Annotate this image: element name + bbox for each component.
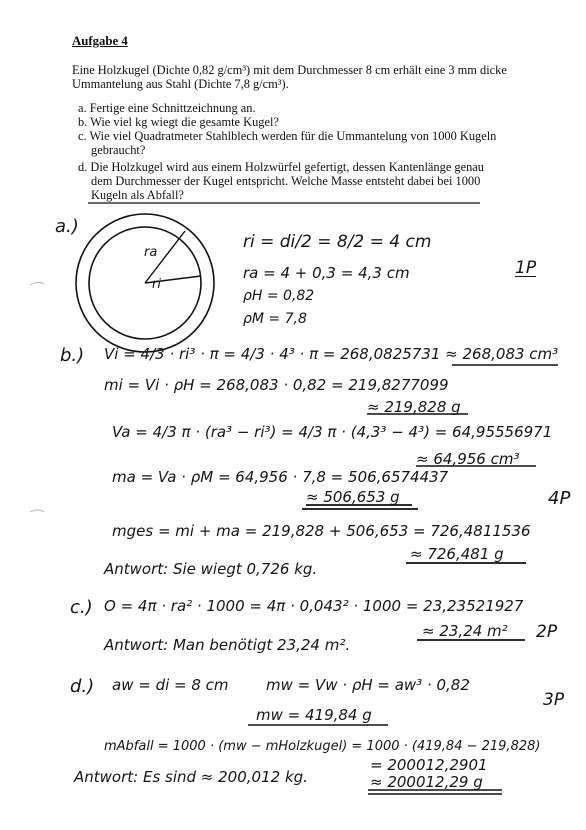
part-b-answer: Antwort: Sie wiegt 0,726 kg.	[104, 560, 318, 578]
part-a-line4: ρM = 7,8	[243, 311, 307, 327]
task-item-d-cont2: Kugeln als Abfall?	[91, 188, 184, 202]
part-c-line: O = 4π · ra² · 1000 = 4π · 0,043² · 1000 = 23,23521927	[104, 597, 524, 615]
task-item-b: b. Wie viel kg wiegt die gesamte Kugel?	[78, 115, 279, 129]
part-d-line1: aw = di = 8 cm	[112, 676, 229, 694]
part-b-line4: Va = 4/3 π · (ra³ − ri³) = 4/3 π · (4,3³ − 4³) = 64,95556971	[112, 423, 553, 441]
part-c-label: c.)	[70, 597, 93, 618]
part-b-line7: ≈ 506,653 g	[306, 488, 400, 506]
part-d-line1b: mw = Vw · ρH = aw³ · 0,82	[266, 676, 470, 694]
part-d-result1: = 200012,2901	[370, 756, 488, 774]
part-d-answer: Antwort: Es sind ≈ 200,012 kg.	[74, 768, 308, 786]
part-b-line3: ≈ 219,828 g	[367, 398, 461, 416]
part-d-label: d.)	[70, 676, 95, 697]
task-item-c: c. Wie viel Quadratmeter Stahlblech werden für die Ummantelung von 1000 Kugeln	[78, 129, 497, 143]
part-a-line2: ra = 4 + 0,3 = 4,3 cm	[243, 264, 410, 282]
part-b-line6: ma = Va · ρM = 64,956 · 7,8 = 506,6574437	[112, 468, 449, 486]
part-b-line2: mi = Vi · ρH = 268,083 · 0,82 = 219,8277099	[104, 376, 449, 394]
part-d-line2: mw = 419,84 g	[256, 706, 372, 724]
part-a-line1: ri = di/2 = 8/2 = 4 cm	[243, 232, 432, 252]
part-b-line8: mges = mi + ma = 219,828 + 506,653 = 726,4811536	[112, 522, 531, 540]
task-item-d: d. Die Holzkugel wird aus einem Holzwürfel gefertigt, dessen Kantenlänge genau	[78, 160, 484, 174]
part-a-line3: ρH = 0,82	[243, 288, 315, 304]
part-c-answer: Antwort: Man benötigt 23,24 m².	[104, 636, 351, 654]
part-b-points: 4P	[548, 488, 571, 509]
part-b-line9: ≈ 726,481 g	[410, 545, 504, 563]
part-c-points: 2P	[536, 622, 558, 642]
task-item-d-cont1: dem Durchmesser der Kugel entspricht. Welche Masse entsteht dabei bei 1000	[91, 174, 481, 188]
part-d-points: 3P	[543, 690, 565, 710]
part-d-line3: mAbfall = 1000 · (mw − mHolzkugel) = 1000 · (419,84 − 219,828)	[104, 739, 541, 754]
task-item-c-cont: gebraucht?	[91, 143, 146, 157]
part-b-label: b.)	[60, 345, 85, 366]
task-intro-line1: Eine Holzkugel (Dichte 0,82 g/cm³) mit dem Durchmesser 8 cm erhält eine 3 mm dicke	[72, 63, 507, 77]
sketch-label-inner: ri	[152, 277, 161, 292]
task-title: Aufgabe 4	[72, 34, 128, 48]
part-a-points: 1P	[515, 258, 537, 278]
part-d-result2: ≈ 200012,29 g	[370, 773, 483, 791]
part-b-line1: Vi = 4/3 · ri³ · π = 4/3 · 4³ · π = 268,0825731 ≈ 268,083 cm³	[104, 345, 559, 363]
part-b-line5: ≈ 64,956 cm³	[416, 450, 520, 468]
part-a-label: a.)	[55, 216, 79, 237]
task-item-a: a. Fertige eine Schnittzeichnung an.	[78, 101, 256, 115]
sketch-label-outer: ra	[144, 245, 158, 260]
task-intro-line2: Ummantelung aus Stahl (Dichte 7,8 g/cm³).	[72, 77, 289, 91]
part-c-result: ≈ 23,24 m²	[422, 622, 508, 640]
